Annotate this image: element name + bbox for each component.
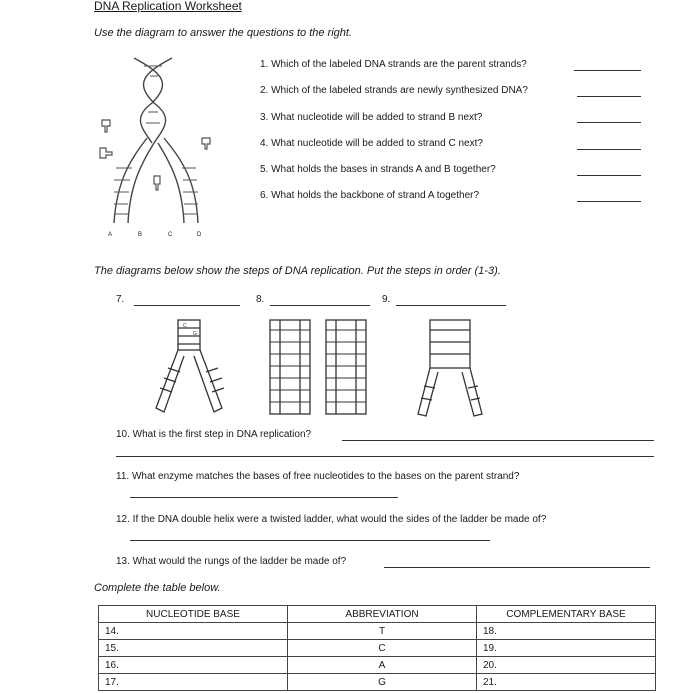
- complementary-cell[interactable]: 19.: [477, 640, 656, 657]
- answer-line-2[interactable]: [577, 96, 641, 97]
- question-2: 2. Which of the labeled strands are newly synthesized DNA?: [260, 85, 528, 96]
- answer-line-10a[interactable]: [342, 440, 654, 441]
- answer-line-4[interactable]: [577, 149, 641, 150]
- step-diagram-partial-replication: [412, 318, 492, 418]
- header-abbreviation: ABBREVIATION: [288, 606, 477, 623]
- instruction-steps: The diagrams below show the steps of DNA replication. Put the steps in order (1-3).: [94, 265, 501, 277]
- strand-label-d: D: [197, 232, 202, 238]
- question-1: 1. Which of the labeled DNA strands are the parent strands?: [260, 59, 527, 70]
- nucleotide-cell[interactable]: 17.: [99, 674, 288, 691]
- replication-fork-diagram: [92, 48, 222, 238]
- step-9-label: 9.: [382, 294, 391, 305]
- question-12: 12. If the DNA double helix were a twisted ladder, what would the sides of the ladder be made of?: [116, 514, 547, 525]
- table-row: [99, 640, 656, 657]
- abbreviation-cell: C: [288, 640, 477, 657]
- abbreviation-cell: G: [288, 674, 477, 691]
- nucleotide-cell[interactable]: 14.: [99, 623, 288, 640]
- complementary-cell[interactable]: 20.: [477, 657, 656, 674]
- strand-label-a: A: [108, 232, 113, 238]
- answer-line-13[interactable]: [384, 567, 650, 568]
- strand-label-b: B: [138, 232, 143, 238]
- step-9-answer-line[interactable]: [396, 305, 506, 306]
- strand-label-c: C: [168, 232, 173, 238]
- nucleotide-cell[interactable]: 16.: [99, 657, 288, 674]
- answer-line-12[interactable]: [130, 540, 490, 541]
- header-nucleotide-base: NUCLEOTIDE BASE: [99, 606, 288, 623]
- header-complementary-base: COMPLEMENTARY BASE: [477, 606, 656, 623]
- answer-line-10b[interactable]: [116, 456, 654, 457]
- question-6: 6. What holds the backbone of strand A together?: [260, 190, 480, 201]
- complementary-cell[interactable]: 18.: [477, 623, 656, 640]
- step-diagram-two-helices: [264, 318, 374, 418]
- ladder-base-label: C: [183, 323, 187, 329]
- abbreviation-cell: A: [288, 657, 477, 674]
- question-13: 13. What would the rungs of the ladder be made of?: [116, 556, 347, 567]
- nucleotide-cell[interactable]: 15.: [99, 640, 288, 657]
- answer-line-5[interactable]: [577, 175, 641, 176]
- worksheet-title: DNA Replication Worksheet: [94, 0, 242, 13]
- step-7-answer-line[interactable]: [134, 305, 240, 306]
- abbreviation-cell: T: [288, 623, 477, 640]
- step-diagram-unzipping: [150, 318, 230, 418]
- step-7-label: 7.: [116, 294, 125, 305]
- table-header-row: [99, 606, 656, 623]
- complementary-cell[interactable]: 21.: [477, 674, 656, 691]
- instruction-table: Complete the table below.: [94, 582, 221, 594]
- answer-line-3[interactable]: [577, 122, 641, 123]
- question-10: 10. What is the first step in DNA replication?: [116, 429, 312, 440]
- step-8-label: 8.: [256, 294, 265, 305]
- answer-line-6[interactable]: [577, 201, 641, 202]
- table-row: [99, 674, 656, 691]
- table-row: [99, 657, 656, 674]
- step-8-answer-line[interactable]: [270, 305, 370, 306]
- table-row: [99, 623, 656, 640]
- nucleotide-table: [98, 605, 656, 691]
- question-4: 4. What nucleotide will be added to strand C next?: [260, 138, 483, 149]
- instruction-diagram: Use the diagram to answer the questions to the right.: [94, 27, 353, 39]
- question-11: 11. What enzyme matches the bases of free nucleotides to the bases on the parent strand?: [116, 471, 520, 482]
- answer-line-1[interactable]: [574, 70, 641, 71]
- answer-line-11[interactable]: [130, 497, 398, 498]
- question-3: 3. What nucleotide will be added to strand B next?: [260, 112, 483, 123]
- ladder-base-label: G: [193, 331, 197, 337]
- question-5: 5. What holds the bases in strands A and B together?: [260, 164, 496, 175]
